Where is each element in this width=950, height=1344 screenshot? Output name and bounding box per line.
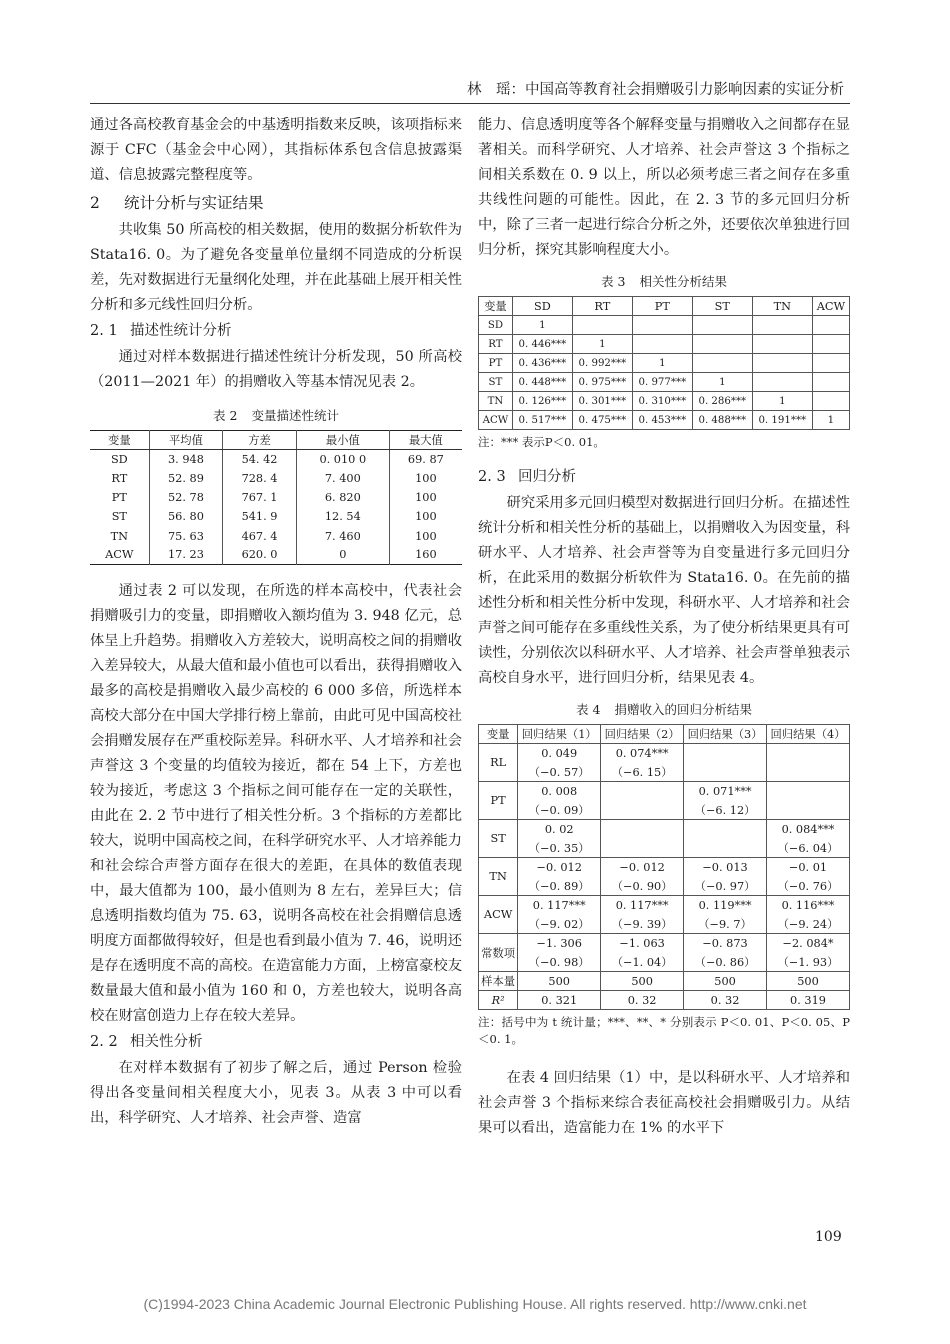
table-cell: 1 — [632, 354, 692, 373]
table-cell: （−0. 35） — [518, 839, 601, 858]
table-cell: 6. 820 — [296, 488, 389, 507]
table-4-caption — [478, 701, 850, 719]
table-cell — [767, 801, 850, 820]
table-cell: 7. 460 — [296, 526, 389, 545]
table-cell: 500 — [518, 972, 601, 991]
table-cell: 0. 448*** — [512, 373, 572, 392]
section-title: 描述性统计分析 — [130, 323, 232, 339]
table-cell: 160 — [389, 546, 462, 565]
table-note: 注：括号中为 t 统计量；***、**、* 分别表示 P＜0. 01、P＜0. 05、P＜0. 1。 — [478, 1015, 850, 1046]
table-cell — [752, 354, 812, 373]
table-cell-variable: 常数项 — [479, 934, 518, 972]
table-header-cell: RT — [572, 297, 632, 316]
table-cell: （−6. 04） — [767, 839, 850, 858]
section-title: 回归分析 — [518, 469, 576, 485]
table-cell: 0. 074*** — [601, 744, 684, 763]
paragraph: 共收集 50 所高校的相关数据，使用的数据分析软件为 Stata16. 0。为了避免各变量单位量纲不同造成的分析误差，先对数据进行无量纲化处理，并在此基础上展开相关性分析和多元线性回归分析。 — [90, 222, 462, 313]
table-cell: 0. 475*** — [572, 411, 632, 430]
table-cell: 0. 975*** — [572, 373, 632, 392]
table-cell: 3. 948 — [149, 450, 223, 469]
table-row — [479, 801, 850, 820]
table-cell: 7. 400 — [296, 469, 389, 488]
table-cell-variable: ACW — [479, 896, 518, 934]
table-cell: 0. 319 — [767, 991, 850, 1010]
section-heading-2-2 — [90, 1030, 462, 1055]
section-number: 2. 2 — [90, 1034, 118, 1051]
table-cell: RT — [479, 335, 513, 354]
table-cell — [601, 820, 684, 839]
table-row — [90, 469, 462, 488]
table-cell: 541. 9 — [223, 507, 297, 526]
table-2 — [90, 430, 462, 565]
table-cell: 0. 436*** — [512, 354, 572, 373]
table-cell: 0. 32 — [601, 991, 684, 1010]
table-row — [479, 744, 850, 763]
table-cell: 0. 008 — [518, 782, 601, 801]
table-cell: （−0. 09） — [518, 801, 601, 820]
table-cell: 1 — [812, 411, 849, 430]
table-cell — [601, 782, 684, 801]
table-cell: 0. 116*** — [767, 896, 850, 915]
table-cell-variable: R² — [479, 991, 518, 1010]
table-cell: −0. 01 — [767, 858, 850, 877]
table-cell: PT — [479, 354, 513, 373]
table-row — [479, 392, 850, 411]
table-cell: 620. 0 — [223, 546, 297, 565]
table-cell: −0. 012 — [601, 858, 684, 877]
table-note: 注：*** 表示P＜0. 01。 — [478, 435, 605, 449]
table-cell: （−6. 12） — [684, 801, 767, 820]
table-cell: 0. 119*** — [684, 896, 767, 915]
table-row — [479, 411, 850, 430]
table-cell: 75. 63 — [149, 526, 223, 545]
table-row — [479, 354, 850, 373]
table-cell: 0. 517*** — [512, 411, 572, 430]
table-cell: 0. 453*** — [632, 411, 692, 430]
table-cell: 12. 54 — [296, 507, 389, 526]
table-cell: 500 — [684, 972, 767, 991]
table-cell — [684, 744, 767, 763]
table-cell — [692, 335, 752, 354]
table-cell: （−0. 90） — [601, 877, 684, 896]
table-cell — [752, 316, 812, 335]
paragraph: 通过表 2 可以发现，在所选的样本高校中，代表社会捐赠吸引力的变量，即捐赠收入额均值为 3. 948 亿元，总体呈上升趋势。捐赠收入方差较大，说明高校之间的捐赠收入差异较大，从最大值和最小值也可以看出，获得捐赠收入最多的高校是捐赠收入最少高校的 6 000 多倍，所选样本高校大部分在中国大学排行榜上靠前，由此可见中国高校社会捐赠发展存在严重校际差异。科研水平、人才培养和社会声誉这 3 个变量的均值较为接近，都在 54 上下，方差也较为接近，考虑这 3 个指标之间可能存在一定的关联性，由此在 2. 2 节中进行了相关性分析。3 个指标的方差都比较大，说明中国高校之间，在科学研究水平、人才培养能力和社会综合声誉方面存在很大的差距，在具体的数值表现中，最大值都为 100，最小值则为 8 左右，差异巨大；信息透明指数均值为 75. 63，说明各高校在社会捐赠信息透明度方面都做得较好，但是也看到最小值为 7. 46，说明还是存在透明度不高的高校。在造富能力方面，上榜富豪校友数量最大值和最小值为 160 和 0，方差也较大，说明各高校在财富创造力上存在较大差异。 — [90, 583, 462, 1025]
table-cell: 1 — [512, 316, 572, 335]
section-heading-2-1 — [90, 319, 462, 344]
page-number: 109 — [815, 1229, 842, 1245]
copyright-footer: (C)1994-2023 China Academic Journal Electronic Publishing House. All rights reserved. http://www.cnki.net — [143, 1296, 807, 1312]
section-title: 统计分析与实证结果 — [124, 194, 264, 212]
table-cell: ST — [111, 510, 127, 524]
table-cell: RT — [111, 471, 128, 485]
table-row — [479, 839, 850, 858]
table-row — [479, 953, 850, 972]
table-cell-variable: RL — [479, 744, 518, 782]
paragraph: 在表 4 回归结果（1）中，是以科研水平、人才培养和社会声誉 3 个指标来综合表征高校社会捐赠吸引力。从结果可以看出，造富能力在 1% 的水平下 — [478, 1070, 850, 1136]
table-cell: 100 — [389, 507, 462, 526]
table-header-cell: 方差 — [223, 431, 297, 450]
section-title: 相关性分析 — [130, 1034, 203, 1051]
table-cell: 1 — [572, 335, 632, 354]
table-cell — [752, 373, 812, 392]
table-cell — [767, 782, 850, 801]
table-cell: 100 — [389, 469, 462, 488]
section-number: 2 — [90, 194, 100, 212]
table-cell: TN — [479, 392, 513, 411]
table-cell: 0. 301*** — [572, 392, 632, 411]
table-cell — [692, 354, 752, 373]
paragraph: 在对样本数据有了初步了解之后，通过 Person 检验得出各变量间相关程度大小，见表 3。从表 3 中可以看出，科学研究、人才培养、社会声誉、造富 — [90, 1060, 462, 1127]
table-cell: 100 — [389, 488, 462, 507]
table-row — [479, 763, 850, 782]
table-cell — [601, 801, 684, 820]
table-row — [479, 820, 850, 839]
table-cell: 54. 42 — [223, 450, 297, 469]
table-cell — [684, 820, 767, 839]
table-cell — [601, 839, 684, 858]
table-row — [90, 488, 462, 507]
table-header-cell: 回归结果（3） — [684, 725, 767, 744]
table-header-cell: 回归结果（1） — [518, 725, 601, 744]
table-header-cell: ST — [692, 297, 752, 316]
table-cell: （−0. 86） — [684, 953, 767, 972]
table-header-row — [479, 297, 850, 316]
table-row — [90, 526, 462, 545]
table-cell: 0. 321 — [518, 991, 601, 1010]
table-cell: 1 — [752, 392, 812, 411]
table-cell: 0. 084*** — [767, 820, 850, 839]
table-row — [479, 858, 850, 877]
table-3 — [478, 296, 850, 430]
table-cell: 500 — [767, 972, 850, 991]
table-cell: TN — [110, 529, 129, 543]
table-cell-variable: TN — [479, 858, 518, 896]
table-cell — [812, 354, 849, 373]
table-3-caption — [478, 273, 850, 291]
table-cell: SD — [479, 316, 513, 335]
table-cell: （−9. 39） — [601, 915, 684, 934]
table-cell: 1 — [692, 373, 752, 392]
table-cell — [767, 763, 850, 782]
table-cell: 0. 32 — [684, 991, 767, 1010]
table-cell: −0. 012 — [518, 858, 601, 877]
table-header-cell: TN — [752, 297, 812, 316]
table-cell: （−0. 57） — [518, 763, 601, 782]
table-cell: 0. 310*** — [632, 392, 692, 411]
paragraph: 通过各高校教育基金会的中基透明指数来反映，该项指标来源于 CFC（基金会中心网），其指标体系包含信息披露渠道、信息披露完整程度等。 — [90, 117, 462, 183]
table-cell: 69. 87 — [389, 450, 462, 469]
table-cell: 0. 126*** — [512, 392, 572, 411]
table-cell: −2. 084* — [767, 934, 850, 953]
table-header-cell: 回归结果（2） — [601, 725, 684, 744]
table-cell: 500 — [601, 972, 684, 991]
table-cell: 0. 010 0 — [296, 450, 389, 469]
table-cell: （−0. 98） — [518, 953, 601, 972]
table-cell: −0. 013 — [684, 858, 767, 877]
table-cell: 56. 80 — [149, 507, 223, 526]
table-title: 变量描述性统计 — [251, 408, 339, 423]
table-row — [479, 316, 850, 335]
table-row — [479, 782, 850, 801]
table-2-caption — [90, 407, 462, 425]
table-cell: 0. 049 — [518, 744, 601, 763]
table-cell — [684, 839, 767, 858]
table-4 — [478, 724, 850, 1010]
table-cell: 52. 89 — [149, 469, 223, 488]
table-label: 表 4 — [576, 702, 601, 717]
table-cell: 0. 117*** — [601, 896, 684, 915]
table-cell — [767, 744, 850, 763]
table-label: 表 2 — [213, 408, 238, 423]
table-header-cell: 变量 — [90, 431, 149, 450]
paragraph: 通过对样本数据进行描述性统计分析发现，50 所高校（2011—2021 年）的捐赠收入等基本情况见表 2。 — [90, 349, 462, 390]
table-cell: 0. 117*** — [518, 896, 601, 915]
table-cell-variable: ST — [479, 820, 518, 858]
table-cell-variable: PT — [479, 782, 518, 820]
table-row — [479, 877, 850, 896]
table-cell: （−1. 93） — [767, 953, 850, 972]
table-header-row — [90, 431, 462, 450]
table-header-cell: 最小值 — [296, 431, 389, 450]
table-cell: （−9. 7） — [684, 915, 767, 934]
table-cell: （−6. 15） — [601, 763, 684, 782]
table-cell: 0. 02 — [518, 820, 601, 839]
table-cell: 0. 191*** — [752, 411, 812, 430]
table-row — [479, 373, 850, 392]
table-cell: ACW — [479, 411, 513, 430]
table-row — [90, 546, 462, 565]
table-cell — [752, 335, 812, 354]
table-cell: 728. 4 — [223, 469, 297, 488]
table-cell: PT — [111, 491, 127, 505]
table-cell: （−9. 02） — [518, 915, 601, 934]
table-cell: ACW — [105, 548, 134, 562]
left-column — [90, 113, 462, 1131]
table-cell — [812, 373, 849, 392]
table-cell: 0. 977*** — [632, 373, 692, 392]
table-cell: 467. 4 — [223, 526, 297, 545]
right-column — [478, 113, 850, 1141]
table-row — [479, 335, 850, 354]
table-header-cell: 变量 — [479, 725, 518, 744]
table-cell — [812, 335, 849, 354]
table-cell: （−0. 97） — [684, 877, 767, 896]
table-cell — [684, 763, 767, 782]
table-row — [479, 915, 850, 934]
table-cell — [632, 316, 692, 335]
table-cell: （−1. 04） — [601, 953, 684, 972]
table-header-cell: PT — [632, 297, 692, 316]
table-title: 捐赠收入的回归分析结果 — [614, 702, 752, 717]
table-row — [479, 972, 850, 991]
table-cell: 767. 1 — [223, 488, 297, 507]
table-cell: 0. 488*** — [692, 411, 752, 430]
table-cell — [812, 316, 849, 335]
table-cell: 0. 071*** — [684, 782, 767, 801]
table-cell: 0. 286*** — [692, 392, 752, 411]
running-header: 林 瑶：中国高等教育社会捐赠吸引力影响因素的实证分析 — [90, 78, 850, 104]
table-cell: （−9. 24） — [767, 915, 850, 934]
table-cell — [632, 335, 692, 354]
table-row — [479, 991, 850, 1010]
section-number: 2. 1 — [90, 323, 118, 339]
table-cell: （−0. 89） — [518, 877, 601, 896]
table-header-cell: ACW — [812, 297, 849, 316]
table-cell — [692, 316, 752, 335]
table-cell — [812, 392, 849, 411]
table-header-cell: 回归结果（4） — [767, 725, 850, 744]
table-cell: 0. 446*** — [512, 335, 572, 354]
table-cell: −1. 306 — [518, 934, 601, 953]
table-row — [90, 450, 462, 469]
table-cell: 100 — [389, 526, 462, 545]
paragraph: 能力、信息透明度等各个解释变量与捐赠收入之间都存在显著相关。而科学研究、人才培养、社会声誉这 3 个指标之间相关系数在 0. 9 以上，所以必须考虑三者之间存在多重共线性问题的可能性。因此，在 2. 3 节的多元回归分析中，除了三者一起进行综合分析之外，还要依次单独进行回归分析，探究其影响程度大小。 — [478, 117, 850, 258]
table-cell: 17. 23 — [149, 546, 223, 565]
table-header-cell: 平均值 — [149, 431, 223, 450]
table-cell: 0. 992*** — [572, 354, 632, 373]
table-cell-variable: 样本量 — [479, 972, 518, 991]
paragraph: 研究采用多元回归模型对数据进行回归分析。在描述性统计分析和相关性分析的基础上，以捐赠收入为因变量，科研水平、人才培养、社会声誉等为自变量进行多元回归分析，在此采用的数据分析软件为 Stata16. 0。在先前的描述性分析和相关性分析中发现，科研水平、人才培养和社会声誉之间可能存在多重线性关系，为了使分析结果更具有可读性，分别依次以科研水平、人才培养、社会声誉单独表示高校自身水平，进行回归分析，结果见表 4。 — [478, 495, 850, 686]
table-row — [90, 507, 462, 526]
table-header-cell: 变量 — [479, 297, 513, 316]
table-cell: 0 — [296, 546, 389, 565]
section-heading-2 — [90, 190, 462, 216]
table-cell: SD — [110, 453, 128, 467]
table-cell: ST — [479, 373, 513, 392]
table-header-cell: SD — [512, 297, 572, 316]
table-cell — [572, 316, 632, 335]
table-header-cell: 最大值 — [389, 431, 462, 450]
table-label: 表 3 — [601, 274, 626, 289]
table-row — [479, 934, 850, 953]
section-heading-2-3 — [478, 465, 850, 490]
table-cell: −0. 873 — [684, 934, 767, 953]
table-cell: （−0. 76） — [767, 877, 850, 896]
table-header-row — [479, 725, 850, 744]
table-title: 相关性分析结果 — [639, 274, 727, 289]
table-cell: 52. 78 — [149, 488, 223, 507]
table-row — [479, 896, 850, 915]
section-number: 2. 3 — [478, 469, 506, 485]
table-cell: −1. 063 — [601, 934, 684, 953]
